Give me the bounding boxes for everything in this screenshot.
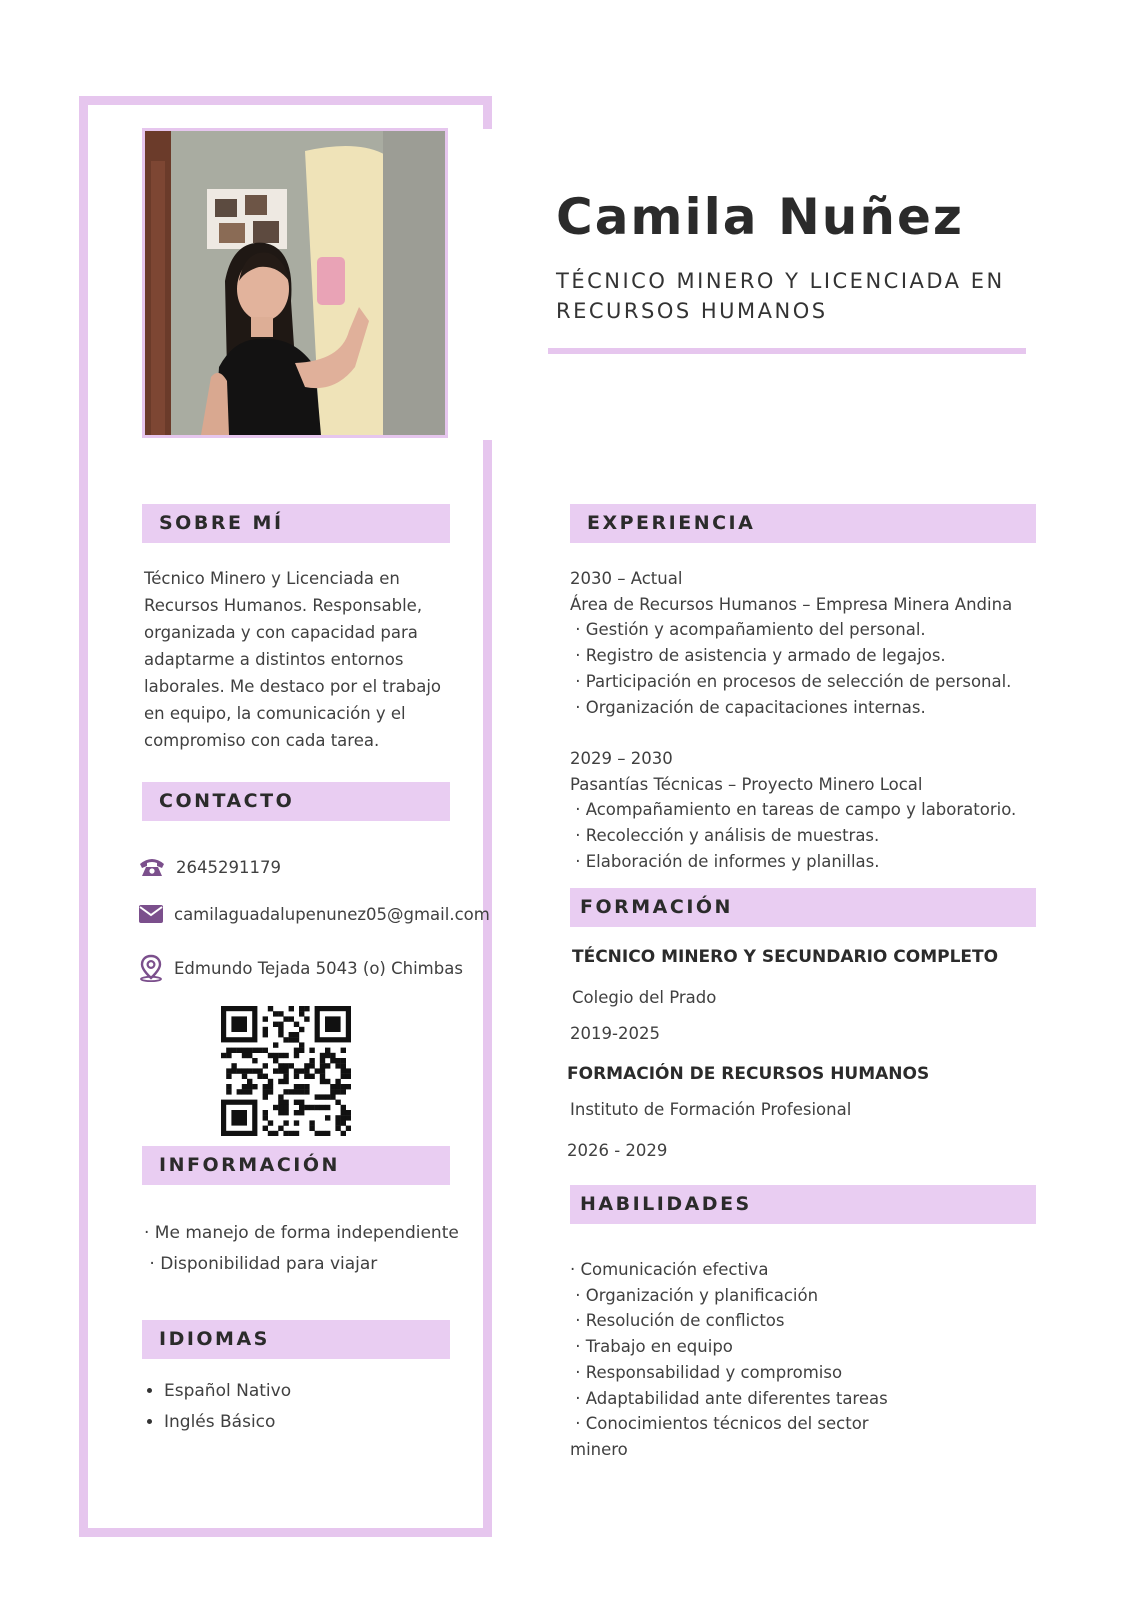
education-title: TÉCNICO MINERO Y SECUNDARIO COMPLETO [572,947,999,967]
experience-job-2 [570,746,1016,875]
frame-right-top [483,96,492,129]
education-title: FORMACIÓN DE RECURSOS HUMANOS [567,1064,930,1084]
candidate-role [556,266,1026,326]
job-task: · Acompañamiento en tareas de campo y laboratorio. [570,800,1017,820]
education-school: Colegio del Prado [572,988,717,1007]
frame-right [483,440,492,1537]
frame-left [79,96,88,1537]
contact-address [138,954,463,982]
phone-icon [138,856,166,878]
skill-item: · Conocimientos técnicos del sector [570,1414,869,1434]
title-underline [548,348,1026,354]
language-item: • Inglés Básico [164,1407,291,1438]
info-list [144,1218,459,1280]
section-heading-about: SOBRE MÍ [142,504,450,543]
education-school: Instituto de Formación Profesional [570,1100,852,1119]
about-text [144,565,441,754]
job-task: · Registro de asistencia y armado de legajos. [570,646,946,666]
candidate-name: Camila Nuñez [556,188,965,246]
frame-bottom [79,1528,492,1537]
contact-email [138,904,490,924]
about-line: compromiso con cada tarea. [144,731,380,750]
education-years: 2019-2025 [570,1024,660,1043]
job-period: 2030 – Actual [570,569,683,588]
profile-photo [142,128,448,438]
role-line-1: TÉCNICO MINERO Y LICENCIADA EN [556,269,1005,293]
about-line: en equipo, la comunicación y el [144,704,406,723]
info-item: · Disponibilidad para viajar [144,1254,378,1274]
job-title: Área de Recursos Humanos – Empresa Minera Andina [570,594,1013,614]
qr-code[interactable] [221,1006,351,1136]
home-address: Edmundo Tejada 5043 (o) Chimbas [174,958,463,978]
experience-job-1 [570,566,1012,720]
about-line: laborales. Me destaco por el trabajo [144,677,442,696]
job-task: · Recolección y análisis de muestras. [570,826,880,846]
email-address[interactable]: camilaguadalupenunez05@gmail.com [174,904,490,924]
info-item: · Me manejo de forma independiente [144,1223,459,1243]
section-heading-experience: EXPERIENCIA [570,504,1036,543]
skill-item: · Trabajo en equipo [570,1337,733,1357]
job-task: · Participación en procesos de selección de personal. [570,671,1012,691]
section-heading-education: FORMACIÓN [570,888,1036,927]
about-line: Recursos Humanos. Responsable, [144,596,423,615]
envelope-icon [138,904,164,924]
skill-item: · Responsabilidad y compromiso [570,1362,843,1382]
about-line: organizada y con capacidad para [144,623,418,642]
skill-item: · Resolución de conflictos [570,1311,785,1331]
job-task: · Gestión y acompañamiento del personal. [570,620,926,640]
job-task: · Elaboración de informes y planillas. [570,851,880,871]
phone-number[interactable]: 2645291179 [176,857,281,877]
section-heading-info: INFORMACIÓN [142,1146,450,1185]
frame-top [79,96,492,105]
contact-phone [138,856,281,878]
section-heading-skills: HABILIDADES [570,1185,1036,1224]
education-years: 2026 - 2029 [567,1141,668,1160]
about-line: Técnico Minero y Licenciada en [144,569,400,588]
qr-code-image [221,1006,351,1136]
skill-item: · Adaptabilidad ante diferentes tareas [570,1388,888,1408]
role-line-2: RECURSOS HUMANOS [556,299,828,323]
job-period: 2029 – 2030 [570,749,673,768]
skills-list [570,1257,888,1463]
skill-item: minero [570,1439,628,1459]
location-pin-icon [138,954,164,982]
languages-list [144,1376,291,1438]
profile-photo-image [145,131,445,435]
job-title: Pasantías Técnicas – Proyecto Minero Local [570,774,923,794]
language-item: • Español Nativo [164,1376,291,1407]
job-task: · Organización de capacitaciones internas. [570,697,926,717]
section-heading-languages: IDIOMAS [142,1320,450,1359]
skill-item: · Organización y planificación [570,1285,819,1305]
skill-item: · Comunicación efectiva [570,1260,769,1279]
section-heading-contact: CONTACTO [142,782,450,821]
about-line: adaptarme a distintos entornos [144,650,404,669]
